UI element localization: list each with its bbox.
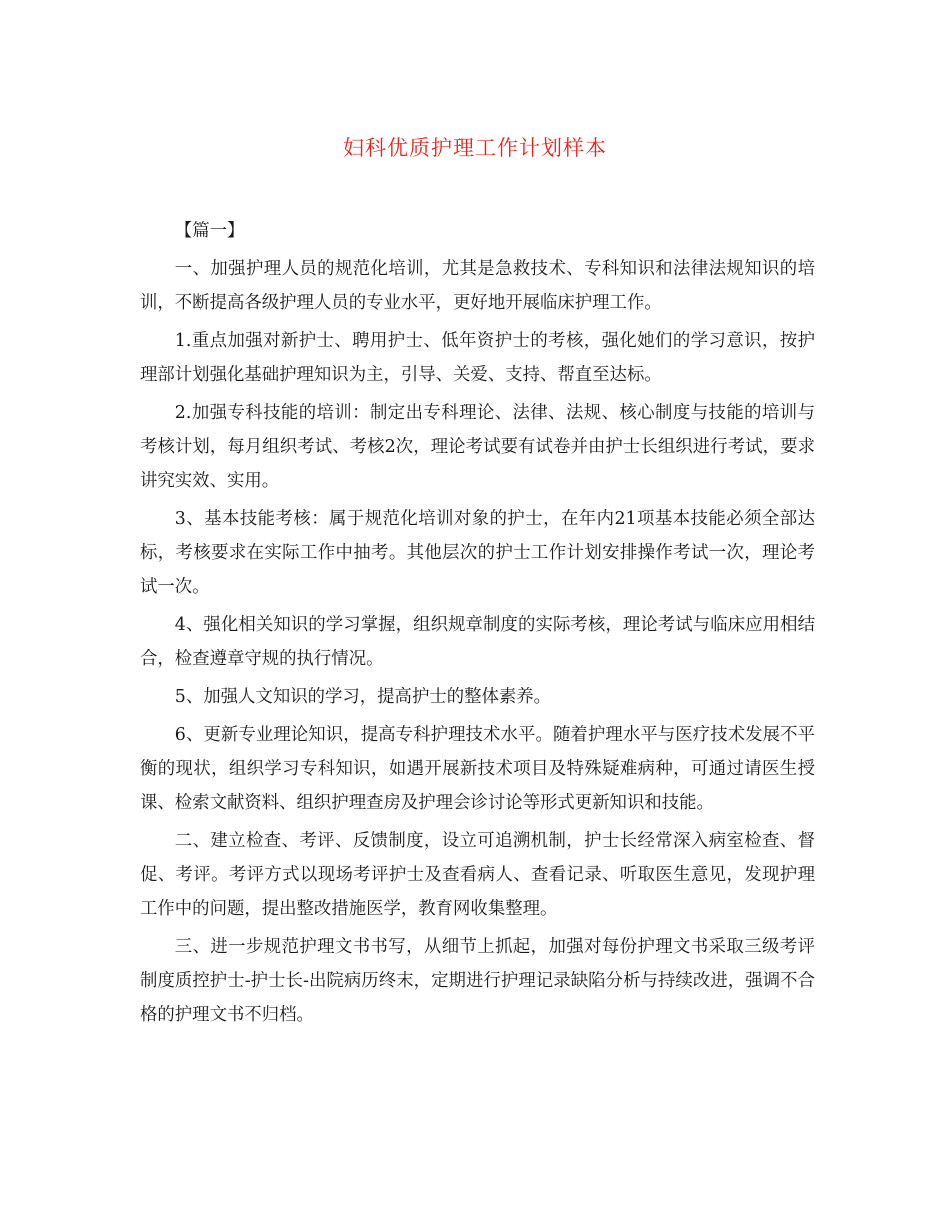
paragraph-1: 一、加强护理人员的规范化培训，尤其是急救技术、专科知识和法律法规知识的培训，不断提高各级护理人员的专业水平，更好地开展临床护理工作。: [140, 259, 815, 313]
paragraph-6: 5、加强人文知识的学习，提高护士的整体素养。: [174, 687, 552, 707]
paragraph-5: 4、强化相关知识的学习掌握，组织规章制度的实际考核，理论考试与临床应用相结合，检查遵章守规的执行情况。: [140, 615, 815, 669]
paragraph-9: 三、进一步规范护理文书书写，从细节上抓起，加强对每份护理文书采取三级考评制度质控护士-护士长-出院病历终末，定期进行护理记录缺陷分析与持续改进，强调不合格的护理文书不归档。: [140, 937, 815, 1025]
paragraph-4: 3、基本技能考核：属于规范化培训对象的护士，在年内21项基本技能必须全部达标，考核要求在实际工作中抽考。其他层次的护士工作计划安排操作考试一次，理论考试一次。: [140, 509, 815, 597]
paragraph-2: 1.重点加强对新护士、聘用护士、低年资护士的考核，强化她们的学习意识，按护理部计划强化基础护理知识为主，引导、关爱、支持、帮直至达标。: [140, 331, 815, 385]
paragraph-7: 6、更新专业理论知识，提高专科护理技术水平。随着护理水平与医疗技术发展不平衡的现状，组织学习专科知识，如遇开展新技术项目及特殊疑难病种，可通过请医生授课、检索文献资料、组织护理查房及护理会诊讨论等形式更新知识和技能。: [140, 725, 815, 813]
document-title: 妇科优质护理工作计划样本: [343, 136, 607, 160]
paragraph-3: 2.加强专科技能的培训：制定出专科理论、法律、法规、核心制度与技能的培训与考核计划，每月组织考试、考核2次，理论考试要有试卷并由护士长组织进行考试，要求讲究实效、实用。: [140, 403, 815, 491]
paragraph-8: 二、建立检查、考评、反馈制度，设立可追溯机制，护士长经常深入病室检查、督促、考评。考评方式以现场考评护士及查看病人、查看记录、听取医生意见，发现护理工作中的问题，提出整改措施医学，教育网收集整理。: [140, 831, 815, 919]
document-body: [140, 214, 815, 1036]
section-label: 【篇一】: [174, 221, 245, 241]
